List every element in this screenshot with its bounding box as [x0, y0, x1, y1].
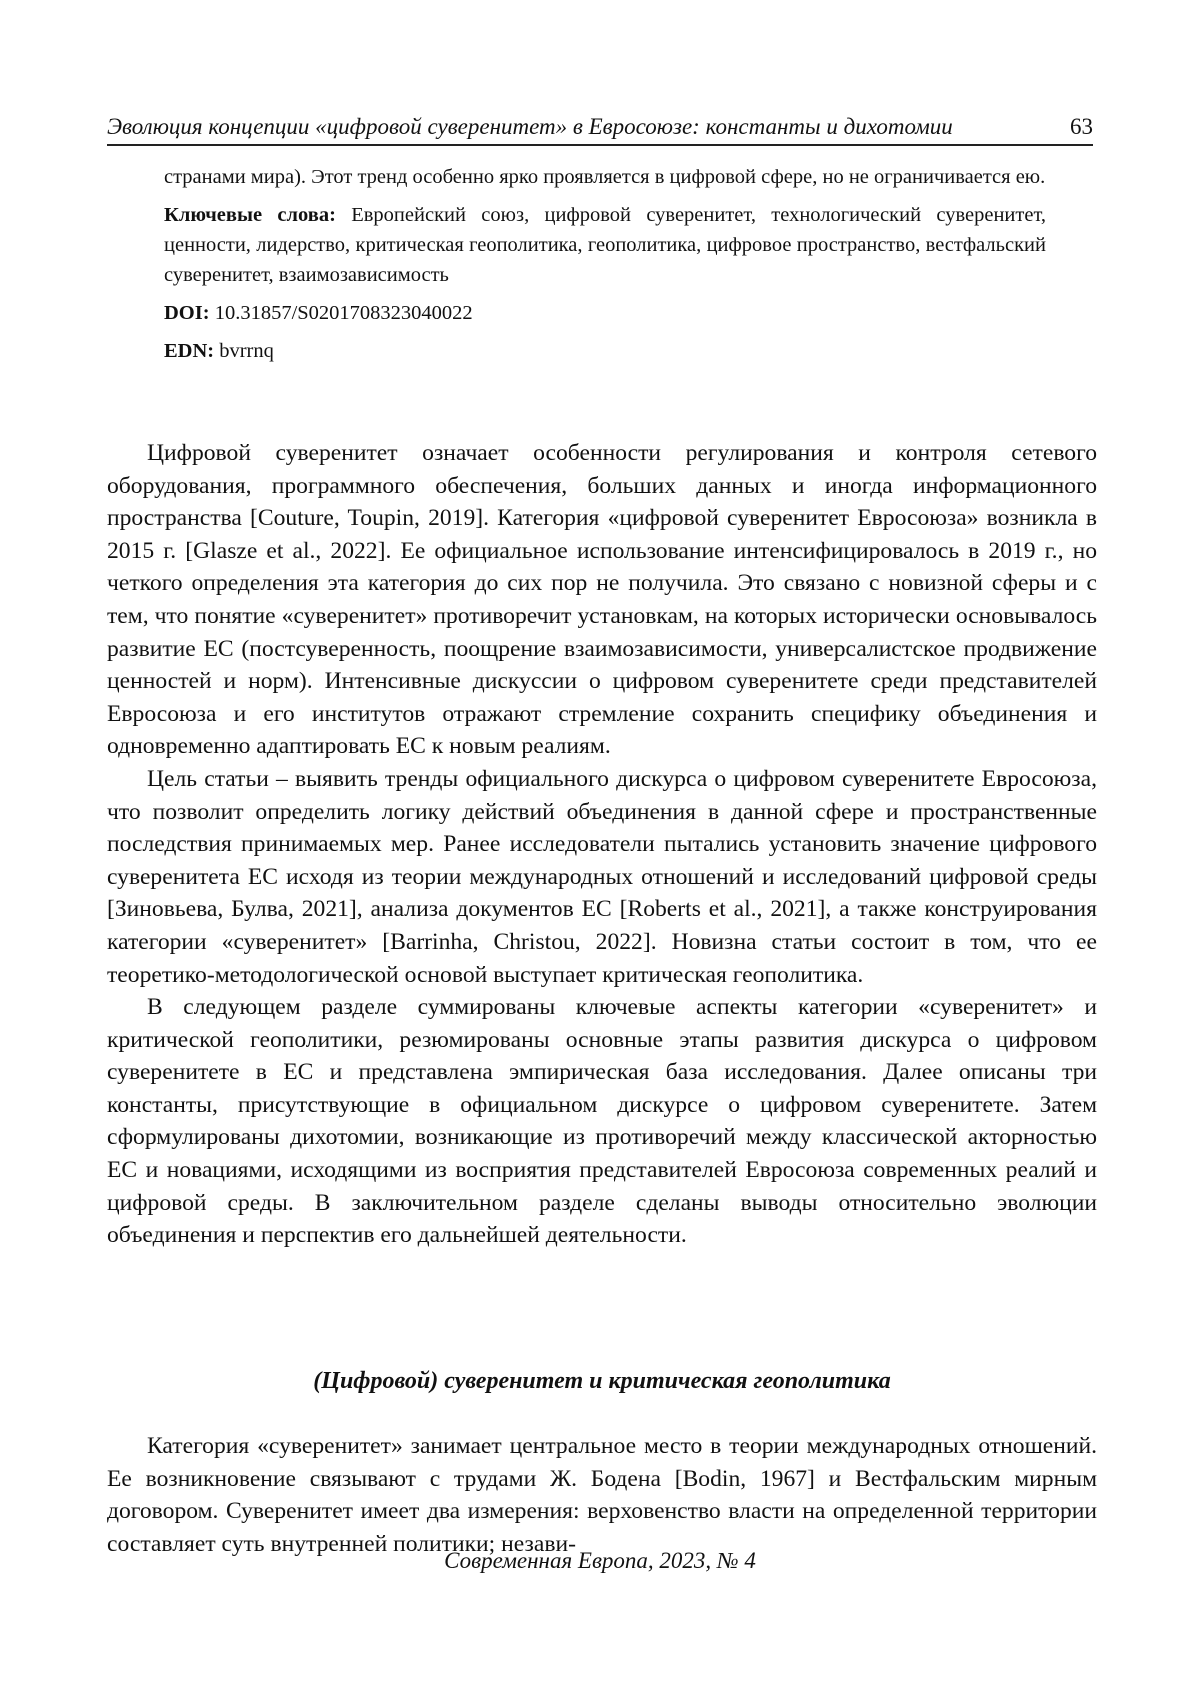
main-text [107, 437, 1097, 1252]
running-header [107, 104, 1093, 146]
abstract-continuation: странами мира). Этот тренд особенно ярко проявляется в цифровой сфере, но не ограничивается ею. [164, 166, 1046, 188]
running-title: Эволюция концепции «цифровой суверенитет» в Евросоюзе: константы и дихотомии [107, 114, 953, 139]
page-number: 63 [1070, 114, 1093, 139]
keywords-label: Ключевые слова: [164, 204, 336, 226]
section-heading: (Цифровой) суверенитет и критическая геополитика [313, 1368, 891, 1394]
doi-label: DOI: [164, 302, 210, 324]
paragraph-3: В следующем разделе суммированы ключевые аспекты категории «суверенитет» и критической геополитики, резюмированы основные этапы развития дискурса о цифровом суверенитете в ЕС и представлена эмпирическая база исследования. Далее описаны три константы, присутствующие в официальном дискурсе о цифровом суверенитете. Затем сформулированы дихотомии, возникающие из противоречий между классической акторностью ЕС и новациями, исходящими из восприятия представителей Евросоюза современных реалий и цифровой среды. В заключительном разделе сделаны выводы относительно эволюции объединения и перспектив его дальнейшей деятельности. [107, 994, 1097, 1249]
edn-label: EDN: [164, 340, 215, 362]
doi-line [164, 298, 1046, 328]
keywords-text: Европейский союз, цифровой суверенитет, технологический суверенитет, ценности, лидерство, критическая геополитика, геополитика, цифровое пространство, вестфальский суверенитет, взаимозависимость [164, 204, 1046, 286]
paragraph-1: Цифровой суверенитет означает особенности регулирования и контроля сетевого оборудования, программного обеспечения, больших данных и иногда информационного пространства [Couture, Toupin, 2019]. Категория «цифровой суверенитет Евросоюза» возникла в 2015 г. [Glasze et al., 2022]. Ее официальное использование интенсифицировалось в 2019 г., но четкого определения эта категория до сих пор не получила. Это связано с новизной сферы и с тем, что понятие «суверенитет» противоречит установкам, на которых исторически основывалось развитие ЕС (постсуверенность, поощрение взаимозависимости, универсалистское продвижение ценностей и норм). Интенсивные дискуссии о цифровом суверенитете среди представителей Евросоюза и его институтов отражают стремление сохранить специфику объединения и одновременно адаптировать ЕС к новым реалиям. [107, 440, 1097, 760]
abstract-block [164, 162, 1046, 374]
keywords-line [164, 200, 1046, 290]
section-text [107, 1430, 1097, 1560]
journal-footer: Современная Европа, 2023, № 4 [444, 1548, 756, 1573]
edn-line [164, 336, 1046, 366]
paragraph-2: Цель статьи – выявить тренды официального дискурса о цифровом суверенитете Евросоюза, что позволит определить логику действий объединения в данной сфере и пространственные последствия принимаемых мер. Ранее исследователи пытались установить значение цифрового суверенитета ЕС исходя из теории международных отношений и исследований цифровой среды [Зиновьева, Булва, 2021], анализа документов ЕС [Roberts et al., 2021], а также конструирования категории «суверенитет» [Barrinha, Christou, 2022]. Новизна статьи состоит в том, что ее теоретико-методологической основой выступает критическая геополитика. [107, 765, 1097, 988]
doi-value: 10.31857/S0201708323040022 [214, 302, 473, 324]
edn-value: bvrrnq [219, 340, 274, 362]
section-paragraph-1: Категория «суверенитет» занимает центральное место в теории международных отношений. Ее возникновение связывают с трудами Ж. Бодена [Bodin, 1967] и Вестфальским мирным договором. Суверенитет имеет два измерения: верховенство власти на определенной территории составляет суть внутренней политики; незави- [107, 1433, 1097, 1557]
